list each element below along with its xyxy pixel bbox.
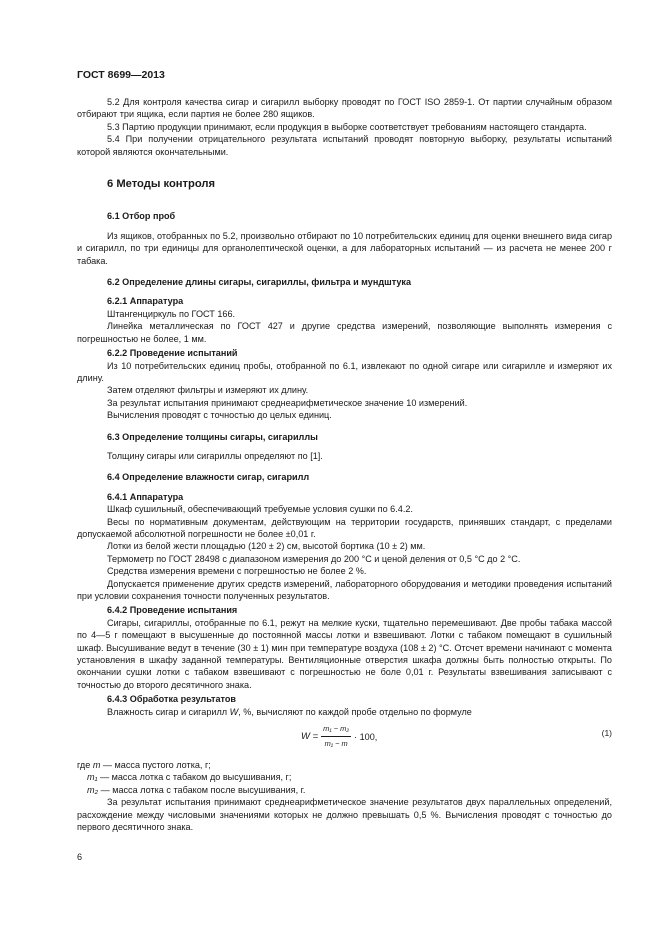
- paragraph-6-2-2-c: За результат испытания принимают среднеарифметическое значение 10 измерений.: [107, 397, 468, 408]
- variable-m1: m₁: [87, 772, 98, 783]
- section-6-1-title: 6.1 Отбор проб: [107, 211, 176, 222]
- formula: [301, 723, 377, 751]
- paragraph-6-4-1-f: Допускается применение других средств измерений, лабораторного оборудования и методики проведения испытаний при условии сохранения точности полученных результатов.: [77, 578, 612, 601]
- paragraph-6-2-1-a: Штангенциркуль по ГОСТ 166.: [107, 308, 236, 319]
- paragraph-5-3: 5.3 Партию продукции принимают, если продукция в выборке соответствует требованиям настоящего стандарта.: [107, 121, 587, 132]
- paragraph-5-4: 5.4 При получении отрицательного результата испытаний проводят повторную выборку, результаты испытаний которой являются окончательными.: [77, 134, 612, 157]
- paragraph-6-4-1-b: Весы по нормативным документам, действующим на территории государств, принявших стандарт, с пределами допускаемой абсолютной погрешности не более ±0,01 г.: [77, 516, 612, 539]
- paragraph-6-1: Из ящиков, отобранных по 5.2, произвольно отбирают по 10 потребительских единиц для оценки внешнего вида сигар и сигарилл, по три единицы для органолептической оценки, а для лабораторных испытаний — из расчета не менее 200 г табака.: [77, 230, 612, 266]
- formula-numerator: m₁ − m₂: [321, 723, 351, 737]
- section-6-4-2-title: 6.4.2 Проведение испытания: [107, 605, 238, 616]
- formula-lhs: W =: [301, 730, 319, 742]
- paragraph-6-4-3-result: За результат испытания принимают среднеарифметическое значение результатов двух параллельных определений, расхождение между числовыми значениями которых не должно превышать 0,5 %. Вычисления проводят с точностью до первого десятичного знака.: [77, 797, 612, 833]
- paragraph-6-4-2: Сигары, сигариллы, отобранные по 6.1, режут на мелкие куски, тщательно перемешивают. Две пробы табака массой по 4—5 г помещают в высушенные до постоянной массы лотки и взвешивают. Лотки с табаком помещают в сушильный шкаф. Высушивание ведут в течение (30 ± 1) мин при температуре воздуха (108 ± 2) °С. Отсчет времени начинают с момента установления в шкафу заданной температуры. Вентиляционные отверстия шкафа должны быть полностью открыты. По окончании сушки лотки с табаком взвешивают с погрешностью не боле 0,01 г. Результаты взвешивания записывают с точностью до второго десятичного знака.: [77, 617, 612, 690]
- variable-m: m: [92, 760, 101, 771]
- where-line-m: [77, 759, 612, 771]
- paragraph-6-3: Толщину сигары или сигариллы определяют по [1].: [107, 450, 323, 461]
- where-label: где: [77, 760, 93, 771]
- section-6-2-2-title: 6.2.2 Проведение испытаний: [107, 348, 238, 359]
- section-6-4-title: 6.4 Определение влажности сигар, сигарилл: [107, 472, 310, 483]
- where-line-m1: [77, 771, 612, 783]
- where-m2-desc: — масса лотка с табаком после высушивания, г.: [98, 784, 306, 795]
- paragraph-6-4-3: [77, 706, 612, 718]
- paragraph-6-4-1-d: Термометр по ГОСТ 28498 с диапазоном измерения до 200 °С и ценой деления от 0,5 °С до 2 °С.: [107, 553, 521, 564]
- formula-intro-tail: , %, вычисляют по каждой пробе отдельно по формуле: [238, 706, 472, 717]
- where-line-m2: [77, 784, 612, 796]
- paragraph-6-2-2-b: Затем отделяют фильтры и измеряют их длину.: [107, 385, 309, 396]
- paragraph-6-2-2-d: Вычисления проводят с точностью до целых единиц.: [107, 410, 332, 421]
- paragraph-6-4-1-e: Средства измерения времени с погрешностью не более 2 %.: [107, 566, 367, 577]
- formula-intro-text: Влажность сигар и сигарилл: [107, 706, 230, 717]
- paragraph-6-2-2-a: Из 10 потребительских единиц пробы, отобранной по 6.1, извлекают по одной сигаре или сигарилле и измеряют их длину.: [77, 360, 612, 383]
- where-m1-desc: — масса лотка с табаком до высушивания, г;: [97, 772, 292, 783]
- where-m-desc: — масса пустого лотка, г;: [100, 760, 211, 771]
- paragraph-6-4-1-a: Шкаф сушильный, обеспечивающий требуемые условия сушки по 6.4.2.: [107, 504, 413, 515]
- document-header: ГОСТ 8699—2013: [77, 69, 165, 81]
- section-6-2-title: 6.2 Определение длины сигары, сигариллы, фильтра и мундштука: [107, 277, 412, 288]
- formula-number: (1): [601, 728, 612, 739]
- section-6-4-1-title: 6.4.1 Аппаратура: [107, 491, 184, 502]
- section-6-title: 6 Методы контроля: [107, 178, 216, 191]
- formula-fraction: [321, 723, 351, 751]
- formula-denominator: m₁ − m: [324, 739, 348, 749]
- paragraph-6-2-1-b: Линейка металлическая по ГОСТ 427 и другие средства измерений, позволяющие выполнять измерения с погрешностью не более, 1 мм.: [77, 321, 612, 344]
- formula-block: [77, 721, 612, 753]
- section-6-4-3-title: 6.4.3 Обработка результатов: [107, 694, 236, 705]
- section-6-3-title: 6.3 Определение толщины сигары, сигариллы: [107, 431, 318, 442]
- paragraph-6-4-1-c: Лотки из белой жести площадью (120 ± 2) см, высотой бортика (10 ± 2) мм.: [107, 541, 426, 552]
- paragraph-5-2: 5.2 Для контроля качества сигар и сигарилл выборку проводят по ГОСТ ISO 2859-1. От партии случайным образом отбирают три ящика, если партия не более 280 ящиков.: [77, 97, 612, 120]
- formula-tail: · 100,: [354, 731, 378, 742]
- variable-m2: m₂: [87, 784, 99, 795]
- variable-w: W: [229, 706, 239, 717]
- page-number: 6: [77, 852, 83, 862]
- document-body: [77, 96, 612, 834]
- section-6-2-1-title: 6.2.1 Аппаратура: [107, 296, 184, 307]
